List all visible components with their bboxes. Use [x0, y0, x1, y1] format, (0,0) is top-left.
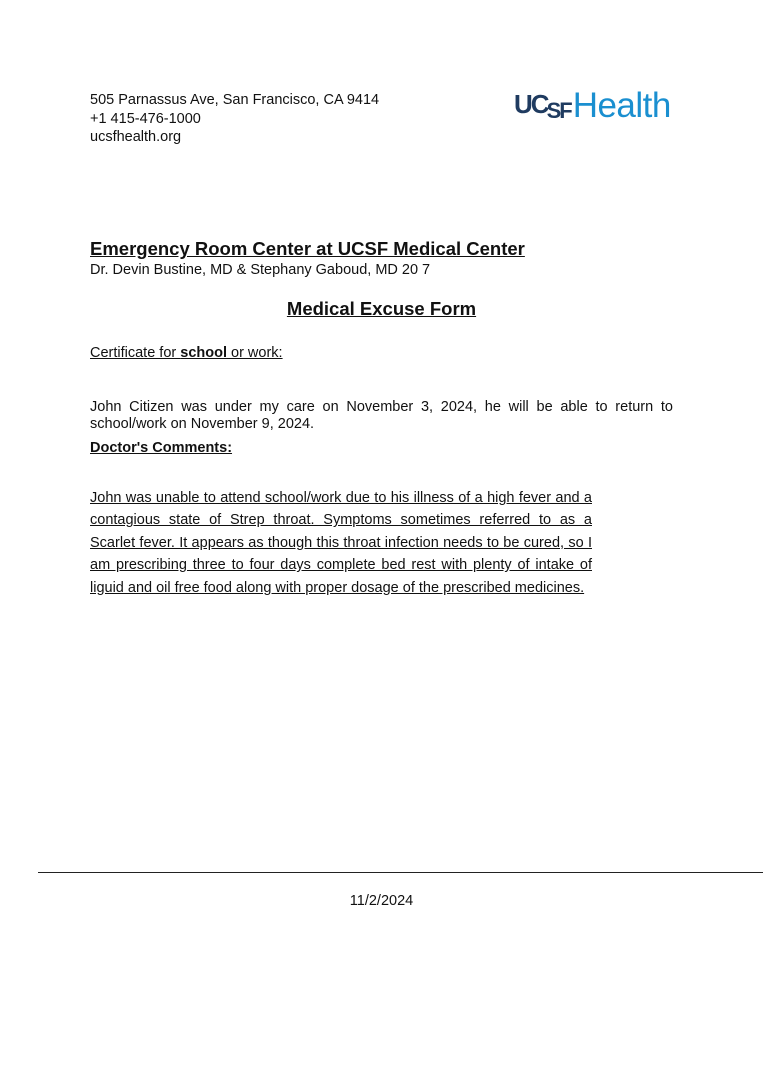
- certificate-suffix: or work:: [226, 345, 283, 361]
- form-title: Medical Excuse Form: [286, 298, 477, 319]
- website: ucsfhealth.org: [90, 129, 182, 145]
- doctor-names: Dr. Devin Bustine, MD & Stephany Gaboud, MD 20 7: [90, 262, 431, 278]
- care-statement: John Citizen was under my care on November 3, 2024, he will be able to return to school/work on November 9, 2024.: [90, 399, 673, 432]
- doctor-comments: John was unable to attend school/work due to his illness of a high fever and a contagious state of Strep throat. Symptoms sometimes referred to as a Scarlet fever. It appears as though this throat infection needs to be cured, so I am prescribing three to four days complete bed rest with plenty of intake of liguid and oil free food along with proper dosage of the prescribed medicines.: [90, 490, 592, 596]
- comments-heading: Doctor's Comments:: [90, 440, 233, 456]
- logo-uc: UC: [514, 89, 548, 119]
- logo-sf: SF: [546, 98, 571, 123]
- phone-number: +1 415-476-1000: [90, 110, 201, 127]
- certificate-prefix: Certificate for: [90, 345, 181, 361]
- facility-name: Emergency Room Center at UCSF Medical Center: [90, 238, 525, 259]
- letterhead-address-block: [90, 91, 379, 147]
- certificate-line: [90, 345, 283, 361]
- logo-health: Health: [572, 86, 671, 125]
- signature-divider: [38, 872, 763, 873]
- address-line: 505 Parnassus Ave, San Francisco, CA 9414: [90, 92, 380, 108]
- footer-date: 11/2/2024: [349, 893, 414, 909]
- certificate-choice: school: [180, 345, 227, 361]
- ucsf-health-logo: [514, 86, 671, 126]
